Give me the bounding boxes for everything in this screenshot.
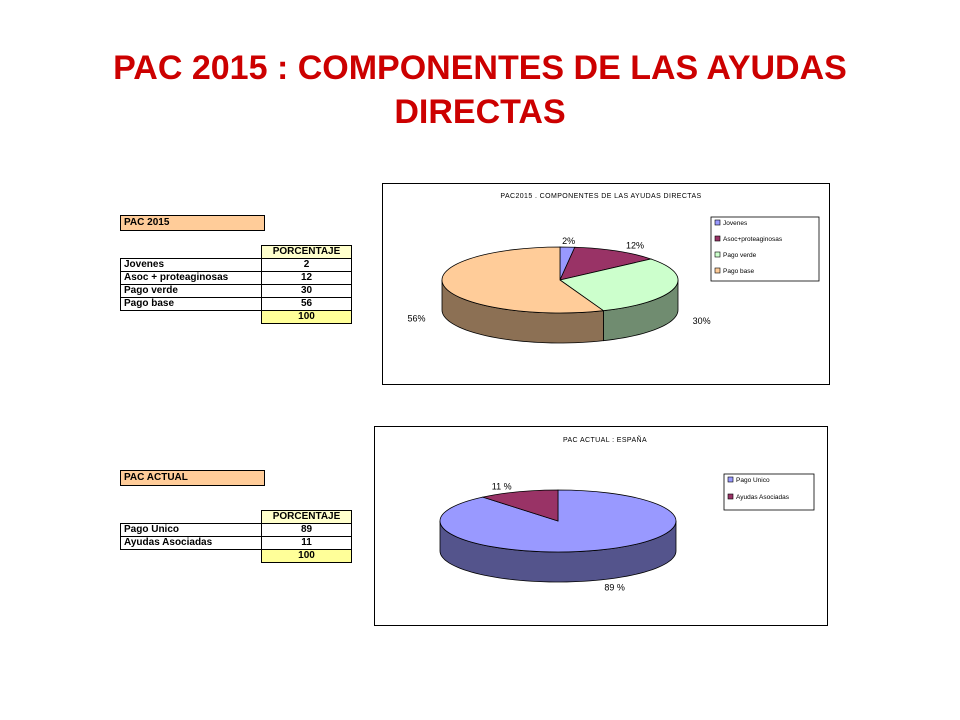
table2-header-blank [121,511,262,524]
table1-row-value: 56 [262,298,352,311]
table1-row-label: Pago verde [121,285,262,298]
table1-total-row [121,311,352,324]
table-row [121,524,352,537]
table1-row-value: 12 [262,272,352,285]
legend-label: Pago Unico [736,477,770,484]
chart-2-frame [374,426,828,626]
table2-total-row [121,550,352,563]
legend-swatch [728,494,733,499]
legend-swatch [715,236,720,241]
table1-row-value: 30 [262,285,352,298]
legend-label: Asoc+proteaginosas [723,236,783,243]
table2-row-value: 11 [262,537,352,550]
slide-title-line-1: PAC 2015 : COMPONENTES DE LAS AYUDAS [113,49,847,87]
data-label: 56% [407,313,426,324]
table1-total: 100 [262,311,352,324]
table1 [120,245,352,324]
data-label: 89 % [604,582,625,593]
table1-row-label: Asoc + proteaginosas [121,272,262,285]
chart-title: PAC2015 . COMPONENTES DE LAS AYUDAS DIRECTAS [500,193,702,200]
slide-title-line-2: DIRECTAS [394,93,566,131]
table1-row-label: Pago base [121,298,262,311]
table1-row-label: Jovenes [121,259,262,272]
data-label: 12% [625,240,644,251]
chart-title: PAC ACTUAL : ESPAÑA [562,437,648,444]
legend-label: Jovenes [723,220,748,227]
legend-label: Pago verde [723,252,757,259]
legend-swatch [728,477,733,482]
legend-label: Ayudas Asociadas [736,494,789,501]
legend-swatch [715,252,720,257]
table-row [121,259,352,272]
legend-label: Pago base [723,268,755,275]
legend-swatch [715,220,720,225]
data-label: 11 % [491,481,512,492]
table-row [121,272,352,285]
legend-swatch [715,268,720,273]
chart-1 [383,184,829,384]
table1-title: PAC 2015 [120,215,265,231]
table-row [121,285,352,298]
table-row [121,298,352,311]
table2-row-label: Pago Unico [121,524,262,537]
table2-header-row [121,511,352,524]
table1-header-blank [121,246,262,259]
table2-header: PORCENTAJE [262,511,352,524]
table1-total-blank [121,311,262,324]
table1-row-value: 2 [262,259,352,272]
table2-title: PAC ACTUAL [120,470,265,486]
table2-row-label: Ayudas Asociadas [121,537,262,550]
table2-total-blank [121,550,262,563]
data-label: 30% [692,316,711,327]
table2-row-value: 89 [262,524,352,537]
slide-title [40,46,920,134]
table1-header: PORCENTAJE [262,246,352,259]
table2 [120,510,352,563]
table-row [121,537,352,550]
chart-2 [375,427,827,625]
chart-1-frame [382,183,830,385]
table2-total: 100 [262,550,352,563]
data-label: 2% [562,235,576,246]
table1-header-row [121,246,352,259]
